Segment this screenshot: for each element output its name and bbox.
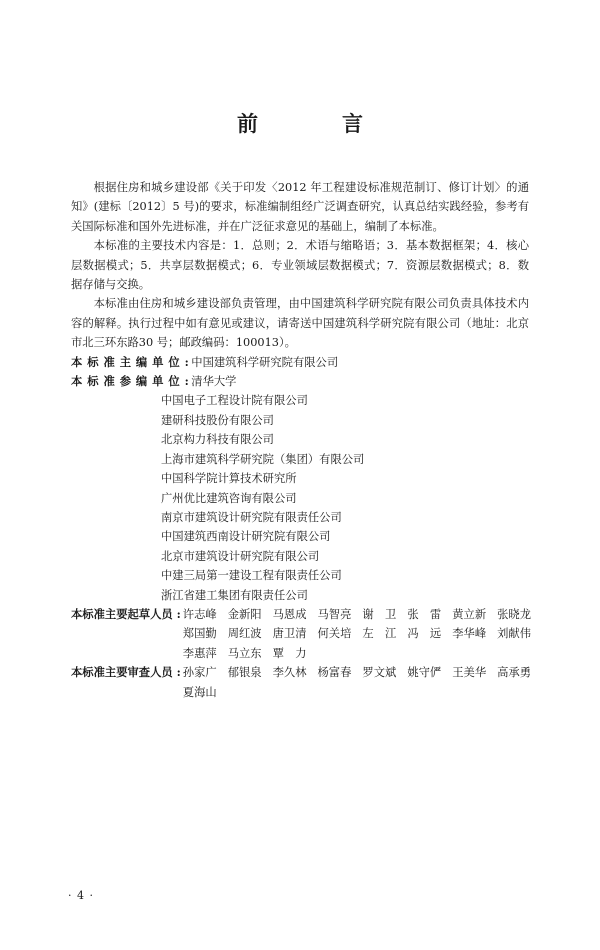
list-item: 建研科技股份有限公司 bbox=[161, 413, 274, 427]
person-name: 覃 力 bbox=[272, 646, 307, 660]
paragraph-2: 本标准的主要技术内容是：1．总则；2．术语与缩略语；3．基本数据框架；4．核心层数据模式；5．共享层数据模式；6．专业领域层数据模式；7．资源层数据模式；8．数据存储与交换。 bbox=[71, 239, 529, 292]
person-name: 刘献伟 bbox=[497, 627, 532, 641]
chief-editor-value: 中国建筑科学研究院有限公司 bbox=[191, 355, 339, 369]
list-item: 中国科学院计算技术研究所 bbox=[161, 472, 297, 486]
person-name: 郁银泉 bbox=[227, 666, 262, 680]
person-name: 黄立新 bbox=[452, 607, 487, 621]
main-drafters-names bbox=[181, 605, 531, 663]
person-name: 左 江 bbox=[362, 627, 397, 641]
main-drafters-row bbox=[71, 605, 532, 663]
person-name: 杨富春 bbox=[317, 666, 352, 680]
list-item: 北京构力科技有限公司 bbox=[161, 433, 274, 447]
page-title: 前 言 bbox=[237, 111, 377, 136]
person-name: 李久林 bbox=[272, 666, 307, 680]
participating-organizations-list bbox=[71, 391, 529, 604]
document-page bbox=[0, 108, 600, 950]
paragraph-1: 根据住房和城乡建设部《关于印发〈2012 年工程建设标准规范制订、修订计划〉的通知》(建标〔2012〕5 号)的要求，标准编制组经广泛调查研究，认真总结实践经验，参考有关国际标准和国外先进标准，并在广泛征求意见的基础上，编制了本标准。 bbox=[71, 181, 529, 233]
person-name: 夏海山 bbox=[182, 685, 217, 699]
person-name: 冯 远 bbox=[407, 627, 442, 641]
names-line bbox=[183, 608, 531, 621]
list-item: 中国电子工程设计院有限公司 bbox=[161, 394, 308, 408]
person-name: 姚守俨 bbox=[407, 666, 442, 680]
participating-editors-label: 本 标 准 参 编 单 位 : bbox=[71, 374, 190, 389]
names-line bbox=[183, 686, 217, 699]
main-reviewers-row bbox=[71, 663, 532, 702]
person-name: 周红波 bbox=[227, 627, 262, 641]
document-body bbox=[71, 138, 532, 702]
person-name: 张 雷 bbox=[407, 607, 442, 621]
person-name: 李惠萍 bbox=[182, 646, 217, 660]
person-name: 何关培 bbox=[317, 627, 352, 641]
participating-editors-row bbox=[71, 372, 529, 391]
person-name: 金新阳 bbox=[227, 607, 262, 621]
person-name: 许志峰 bbox=[182, 607, 217, 621]
list-item: 北京市建筑设计研究院有限公司 bbox=[161, 549, 320, 563]
person-name: 唐卫清 bbox=[272, 627, 307, 641]
names-line bbox=[183, 627, 531, 640]
list-item: 上海市建筑科学研究院（集团）有限公司 bbox=[161, 452, 365, 466]
person-name: 马恩成 bbox=[272, 607, 307, 621]
page-number: · 4 · bbox=[68, 889, 94, 902]
list-item: 广州优比建筑咨询有限公司 bbox=[161, 491, 297, 505]
names-line bbox=[183, 647, 307, 660]
paragraph-3: 本标准由住房和城乡建设部负责管理，由中国建筑科学研究院有限公司负责具体技术内容的解释。执行过程中如有意见或建议，请寄送中国建筑科学研究院有限公司（地址：北京市北三环东路30 号；邮政编码：100013）。 bbox=[71, 297, 529, 350]
person-name: 罗文斌 bbox=[362, 666, 397, 680]
participating-editors-first: 清华大学 bbox=[191, 375, 237, 389]
list-item: 浙江省建工集团有限责任公司 bbox=[161, 588, 308, 602]
chief-editor-label: 本 标 准 主 编 单 位 : bbox=[71, 354, 190, 369]
main-reviewers-names bbox=[181, 663, 531, 702]
person-name: 谢 卫 bbox=[362, 607, 397, 621]
list-item: 中建三局第一建设工程有限责任公司 bbox=[161, 569, 342, 583]
person-name: 孙家广 bbox=[182, 666, 217, 680]
person-name: 郑国勤 bbox=[182, 627, 217, 641]
chief-editor-row bbox=[71, 353, 529, 372]
list-item: 中国建筑西南设计研究院有限公司 bbox=[161, 530, 331, 544]
list-item: 南京市建筑设计研究院有限责任公司 bbox=[161, 510, 342, 524]
person-name: 高承勇 bbox=[497, 666, 532, 680]
person-name: 王美华 bbox=[452, 666, 487, 680]
person-name: 马智亮 bbox=[317, 607, 352, 621]
person-name: 李华峰 bbox=[452, 627, 487, 641]
main-reviewers-label: 本标准主要审查人员 : bbox=[71, 665, 181, 680]
main-drafters-label: 本标准主要起草人员 : bbox=[71, 606, 181, 621]
person-name: 马立东 bbox=[227, 646, 262, 660]
names-line bbox=[183, 666, 531, 679]
person-name: 张晓龙 bbox=[497, 607, 532, 621]
